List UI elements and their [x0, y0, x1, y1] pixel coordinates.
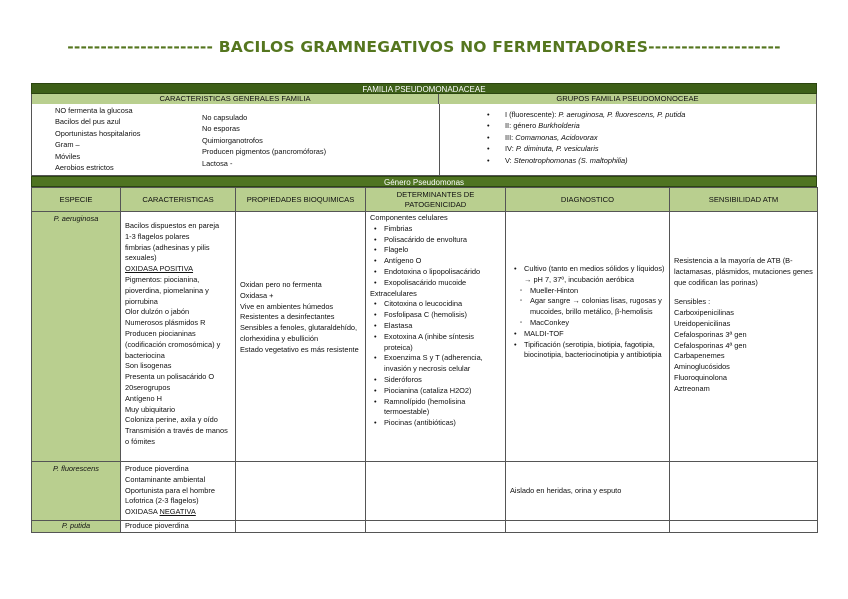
groups-list: [487, 109, 685, 166]
col-header: PROPIEDADES BIOQUIMICAS: [236, 188, 366, 212]
group-item: • IV: P. diminuta, P. vesicularis: [487, 143, 685, 154]
col-header: DIAGNOSTICO: [506, 188, 670, 212]
list-item: • Piocianina (cataliza H2O2): [370, 386, 501, 397]
list-item: • Endotoxina o lipopolisacárido: [370, 267, 501, 278]
list-item: • Tipificación (serotipia, biotipia, fagotipia, biocinotipia, bacteriocinotipia y antibiotipia: [510, 340, 665, 362]
list-item: ▫ Mueller-Hinton: [510, 286, 665, 297]
familia-item: Gram –: [55, 140, 80, 150]
familia-item: Lactosa -: [202, 158, 233, 168]
familia-characteristics: [32, 104, 440, 175]
bioquimicas-cell: Oxidan pero no fermenta Oxidasa + Vive en ambientes húmedos Resistentes a desinfectantes Sensibles a fenoles, glutaraldehído, clorhexidina y ebullición Estado vegetativo es más resistente: [236, 212, 366, 462]
list-item: • Ramnolípido (hemolisina termoestable): [370, 397, 501, 419]
familia-col-a: [55, 105, 140, 173]
table-row: [32, 212, 818, 462]
list-item: • MALDI-TOF: [510, 329, 665, 340]
familia-col-b: [202, 112, 326, 169]
familia-right-header: GRUPOS FAMILIA PSEUDOMONOCEAE: [556, 94, 699, 103]
diagnostico-cell: Aislado en heridas, orina y esputo: [506, 462, 670, 521]
familia-item: Móviles: [55, 151, 81, 161]
list-item: • Flagelo: [370, 245, 501, 256]
list-item: ▫ Agar sangre → colonias lisas, rugosas y mucoides, brillo metálico, β-hemolisis: [510, 296, 665, 318]
col-header: ESPECIE: [32, 188, 121, 212]
list-item: • Cultivo (tanto en medios sólidos y líquidos) → pH 7, 37º, incubación aeróbica: [510, 264, 665, 286]
familia-item: NO fermenta la glucosa: [55, 106, 133, 115]
list-item: • Citotoxina o leucocidina: [370, 299, 501, 310]
patogenicidad-cell: Componentes celulares • Fimbrias • Polisacárido de envoltura • Flagelo • Antígeno O • Endotoxina o lipopolisacárido • Exopolisacárido mucoide Extracelulares • Citotoxina o leucocidina • Fosfolipasa C (hemolisis) • Elastasa • Exotoxina A (inhibe síntesis proteica) • Exoenzima S y T (adherencia, invasión y necrosis celular • Sideróforos • Piocianina (cataliza H2O2) • Ramnolípido (hemolisina termoestable) • Piocinas (antibióticas): [366, 212, 506, 462]
col-header: CARACTERISTICAS: [121, 188, 236, 212]
familia-item: Oportunistas hospitalarios: [55, 128, 141, 138]
bioquimicas-cell: [236, 520, 366, 532]
diagnostico-cell: [506, 212, 670, 462]
caracteristicas-cell: Bacilos dispuestos en pareja 1-3 flagelos polares fimbrias (adhesinas y pilis sexuales) OXIDASA POSITIVA Pigmentos: piocianina, pioverdina, piomelanina y piorrubina Olor dulzón o jabón Numerosos plásmidos R Producen piocianinas (codificación cromosómica) y bacteriocina Son lisogenas Presenta un polisacárido O 20serogrupos Antígeno H Muy ubiquitario Coloniza perine, axila y oído Transmisión a través de manos o fómites: [121, 212, 236, 462]
list-item: • Antígeno O: [370, 256, 501, 267]
familia-item: Bacilos del pus azul: [55, 117, 121, 127]
group-item: • III: Comamonas, Acidovorax: [487, 132, 685, 143]
pseudomonas-table: [31, 187, 818, 533]
familia-item: No capsulado: [202, 113, 248, 122]
list-item: • Elastasa: [370, 321, 501, 332]
familia-item: No esporas: [202, 124, 240, 134]
familia-item: Quimiorganotrofos: [202, 135, 263, 145]
patogenicidad-cell: [366, 520, 506, 532]
caracteristicas-cell: Produce pioverdina Contaminante ambiental Oportunista para el hombre Lofotrica (2-3 flagelos) OXIDASA NEGATIVA: [121, 462, 236, 521]
sensibilidad-cell: [670, 462, 818, 521]
list-item: ▫ MacConkey: [510, 318, 665, 329]
familia-left-header: CARACTERISTICAS GENERALES FAMILIA: [32, 94, 439, 104]
species-cell: P. putida: [32, 520, 121, 532]
familia-header-band: [31, 94, 817, 104]
table-header-row: [32, 188, 818, 212]
group-item: • I (fluorescente): P. aeruginosa, P. fluorescens, P. putida: [487, 109, 685, 120]
species-cell: P. aeruginosa: [32, 212, 121, 462]
familia-body: [31, 104, 817, 176]
group-item: • V: Stenotrophomonas (S. maltophilia): [487, 155, 685, 166]
col-header: DETERMINANTES DE PATOGENICIDAD: [366, 188, 506, 212]
list-item: • Exoenzima S y T (adherencia, invasión y necrosis celular: [370, 353, 501, 375]
table-row: [32, 462, 818, 521]
diagnostico-cell: [506, 520, 670, 532]
col-header: SENSIBILIDAD ATM: [670, 188, 818, 212]
list-item: • Exotoxina A (inhibe síntesis proteica): [370, 332, 501, 354]
table-row: [32, 520, 818, 532]
patogenicidad-cell: [366, 462, 506, 521]
list-item: • Exopolisacárido mucoide: [370, 278, 501, 289]
familia-item: Producen pigmentos (pancromóforas): [202, 147, 327, 157]
species-cell: P. fluorescens: [32, 462, 121, 521]
list-item: • Fosfolipasa C (hemolisis): [370, 310, 501, 321]
page-title: ---------------------- BACILOS GRAMNEGATIVOS NO FERMENTADORES--------------------: [67, 38, 781, 56]
list-item: • Polisacárido de envoltura: [370, 235, 501, 246]
familia-item: Aerobios estrictos: [55, 163, 114, 173]
genero-bar: Género Pseudomonas: [31, 176, 817, 187]
bioquimicas-cell: [236, 462, 366, 521]
sensibilidad-cell: Resistencia a la mayoría de ATB (B-lactamasas, plásmidos, mutaciones genes que codifican las porinas) Sensibles : Carboxipenicilinas Ureidopenicilinas Cefalosporinas 3ª gen Cefalosporinas 4ª gen Carbapenemes Aminoglucósidos Fluoroquinolona Aztreonam: [670, 212, 818, 462]
familia-groups: [440, 104, 816, 175]
list-item: • Sideróforos: [370, 375, 501, 386]
familia-bar: FAMILIA PSEUDOMONADACEAE: [31, 83, 817, 94]
sensibilidad-cell: [670, 520, 818, 532]
caracteristicas-cell: Produce pioverdina: [121, 520, 236, 532]
group-item: • II: género Burkholderia: [487, 120, 685, 131]
list-item: • Fimbrias: [370, 224, 501, 235]
list-item: • Piocinas (antibióticas): [370, 418, 501, 429]
document-sheet: [31, 83, 817, 533]
